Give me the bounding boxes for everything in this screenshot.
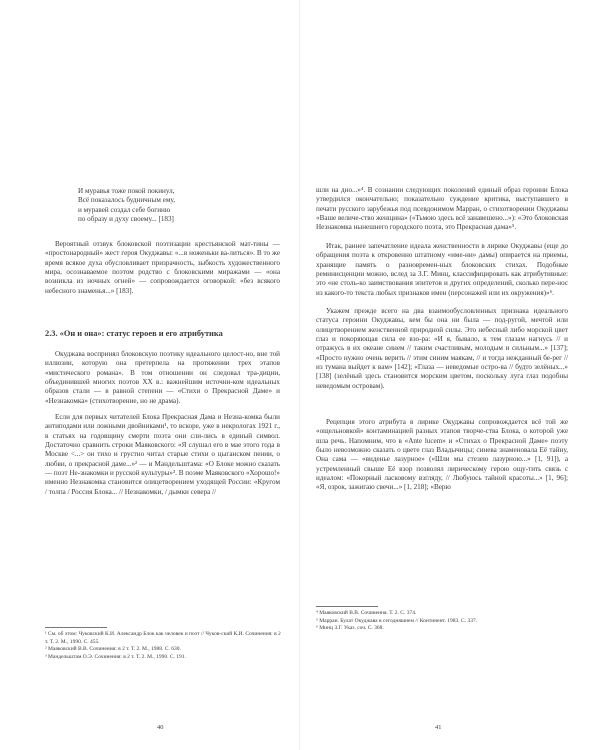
right-paragraph-2: Итак, раннее запечатление идеала женственности в лирике Окуджавы (еще до обращения поэта к откровенно штатному «име-ни» дамы) опирается на приемы, хранящие память о разновремен-ных блоковских стихах. Подобные реминисценции можно, вслед за З.Г. Минц, классифицировать как атрибутивные: это «не столь-ко заимствования эпитетов и других определений, сколько пере-нос из какого-то текста любых признаков имен (персонажей или их окружения)»⁶. (316, 242, 568, 297)
footnote: ² Маяковский В.В. Сочинения: в 2 т. Т. 2. М., 1988. С. 630. (45, 646, 181, 653)
poem-line: по образу и духу своему... [183] (78, 215, 174, 224)
footnote: ⁶ Минц З.Г. Указ. соч. С. 368. (316, 625, 384, 632)
footnote-rule (45, 627, 107, 628)
right-paragraph-3: Укажем прежде всего на два взаимообусловленных признака идеального статуса героини Окуджавы, кем бы она ни была — под-ругой, мечтой или олицетворением женственной природной силы. Это небесный либо морской цвет глаз и покоряющая сила ее взо-ра: «И я, бывало, к тем глазам нагнусь // и отражусь в их океане синем // таким счастливым, молодым и сильным...» [137]; «Просто нужно очень верить // этим синим маякам, // и тогда нежданный бе-рег // из тумана выйдет к вам» [142]; «Глаза — неведомые остро-ва // будто зелёных...» [138] (зелёный здесь становится морским цветом, поскольку луга глаз подобны неведомым островам). (316, 307, 568, 390)
left-paragraph-1: Вероятный отзвук блоковской поэтизации крестьянской мат-тины — «простонародный» жест героя Окуджавы: «...в ноженьки ва-литься». В то же время всякое духа обусловливает призрачность, зыбкость художественного мира, осознаваемое поэтом родство с блоковскими миражами — «она возникла из ночных огней» — сопровождается оговоркой: «без всякого небесного знаменья...» [183]. (45, 240, 280, 295)
right-page (300, 0, 600, 750)
footnote-rule (316, 606, 378, 607)
right-footnotes (316, 610, 568, 633)
left-paragraph-3: Если для первых читателей Блока Прекрасная Дама и Незна-комка были антиподами или ложными двойниками¹, то вскоре, уже в некрологах 1921 г., в статьях на годовщину смерти поэта они сли-лись в единый символ. Достаточно сравнить строки Маяковского: «Я слушал его в мае этого года в Москве <...> он тихо и грустно читал старые стихи о цыганском пении, о любви, о прекрасной даме...»² — и Мандельштама: «О Блоке можно сказать — поэт Не-знакомки и русской культуры»³. В поэме Маяковского «Хорошо!» именно Незнакомка становится олицетворением уходящей России: «Кругом / толпа / Россия Блока... // Незнакомки, / дымки севера // (45, 413, 280, 496)
poem-line: И муравья тоже покой покинул, (78, 187, 175, 195)
footnote: ⁵ Марран. Булат Окуджава в сегодняшнем // Континент. 1983. С. 337. (316, 617, 478, 624)
page-number: 40 (157, 724, 164, 731)
left-footnotes (45, 631, 283, 661)
page-number: 41 (435, 724, 442, 731)
poem-stanza (78, 187, 258, 224)
section-heading: 2.3. «Он и она»: статус героев и его атрибутика (45, 329, 223, 338)
left-paragraph-2: Окуджава воспринял блоковскую поэтику идеального целост-но, вне той иллюзии, которую она претерпела на протяжении трех этапов «мистического романа». В том отношении он следовал тра-диции, объединившей многих поэтов ХХ в.: важнейшим источни-ком идеальных образов стали — в равной степени — «Стихи о Прекрасной Даме» и «Незнакомка» (стихотворение, но не драма). (45, 350, 280, 405)
poem-line: Всё показалось будничным ему, (78, 196, 175, 205)
footnote: ⁴ Маяковский В.В. Сочинения. Т. 2. С. 374. (316, 610, 417, 616)
poem-line: и муравей создал себе богиню (78, 205, 171, 214)
footnote: ¹ См. об этом: Чуковский К.И. Александр Блок как человек и поэт // Чуков-ский К.И. Сочинения: в 2 т. Т. 2. М., 1990. С. 455. (45, 631, 281, 645)
footnote: ³ Мандельштам О.Э. Сочинения: в 2 т. Т. 2. М., 1990. С. 191. (45, 653, 186, 660)
right-paragraph-1: шли на дно...»⁴. В сознании следующих поколений единый образ героини Блока утвердился окончательно; показательно суждение критика, выступавшего в печати русского зарубежья под псевдонимом Марран, о стихотворении Окуджавы «Ваше величе-ство женщина» («Тьмою здесь всё занавешено...»): «Это блоковская Незнакомка нынешнего городского поэта, это Прекрасная дама»⁵. (316, 186, 568, 232)
right-paragraph-4: Рецепция этого атрибута в лирике Окуджавы сопровождается всё той же «ощельновкой» контаминацией разных этапов творче-ства Блока, о которой уже шла речь. Напомним, что в «Ante lucem» и «Стихах о Прекрасной Даме» поэту было невозможно сказать о цвете глаз Владычицы; синева знаменовала Её тайну, Она сама — «виденье лазурное» («Шли мы стезею лазурною...» [1, 91]), а устремленный свыше Её взор позволял лирическому герою ощу-тить связь с идеалом: «Покорный ласковому взгляду, // Любуюсь тайной красоты...» [1, 96]; «Я, озрок, зажигаю свечи...» [1, 218]; «Верю (316, 418, 568, 492)
